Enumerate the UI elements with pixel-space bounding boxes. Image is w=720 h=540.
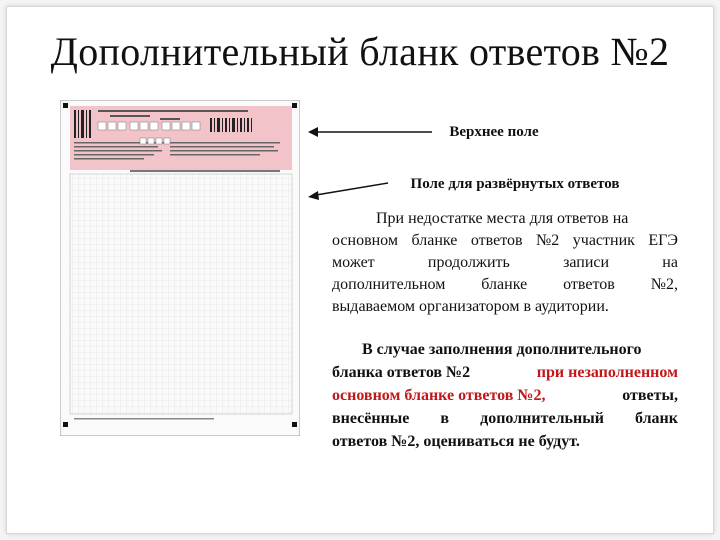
info-line — [332, 230, 678, 252]
info-line-text: дополнительном бланке ответов №2, — [332, 276, 678, 293]
arrow-to-top-field — [306, 124, 434, 140]
info-line — [332, 274, 678, 296]
slide-title: Дополнительный бланк ответов №2 — [50, 29, 670, 74]
warning-highlight: основном бланке ответов №2, — [332, 387, 546, 404]
warning-highlight: при незаполненном — [536, 364, 678, 381]
info-paragraph — [332, 208, 678, 318]
answers-field-label: Поле для развёрнутых ответов — [410, 176, 620, 192]
warning-text: ответы, — [622, 387, 678, 404]
top-field-label: Верхнее поле — [449, 124, 539, 140]
warning-text: В случае заполнения дополнительного — [362, 341, 642, 358]
info-line — [332, 296, 678, 318]
warning-line — [332, 384, 678, 407]
warning-line — [332, 430, 678, 453]
answer-form-thumbnail — [60, 100, 300, 436]
info-line — [332, 252, 678, 274]
warning-text: ответов №2, оцениваться не будут. — [332, 433, 580, 450]
info-line-text: выдаваемом организатором в аудитории. — [332, 298, 609, 315]
info-line — [332, 208, 678, 230]
warning-line — [332, 361, 678, 384]
warning-text: бланка ответов №2 — [332, 364, 471, 381]
warning-line — [332, 407, 678, 430]
warning-text: внесённые в дополнительный бланк — [332, 410, 678, 427]
arrow-to-answers-field — [306, 178, 390, 202]
warning-line — [332, 338, 678, 361]
info-line-text: При недостатке места для ответов на — [376, 210, 629, 227]
warning-paragraph — [332, 338, 678, 453]
info-line-text: основном бланке ответов №2 участник ЕГЭ — [332, 232, 678, 249]
info-line-text: может продолжить записи на — [332, 254, 678, 271]
